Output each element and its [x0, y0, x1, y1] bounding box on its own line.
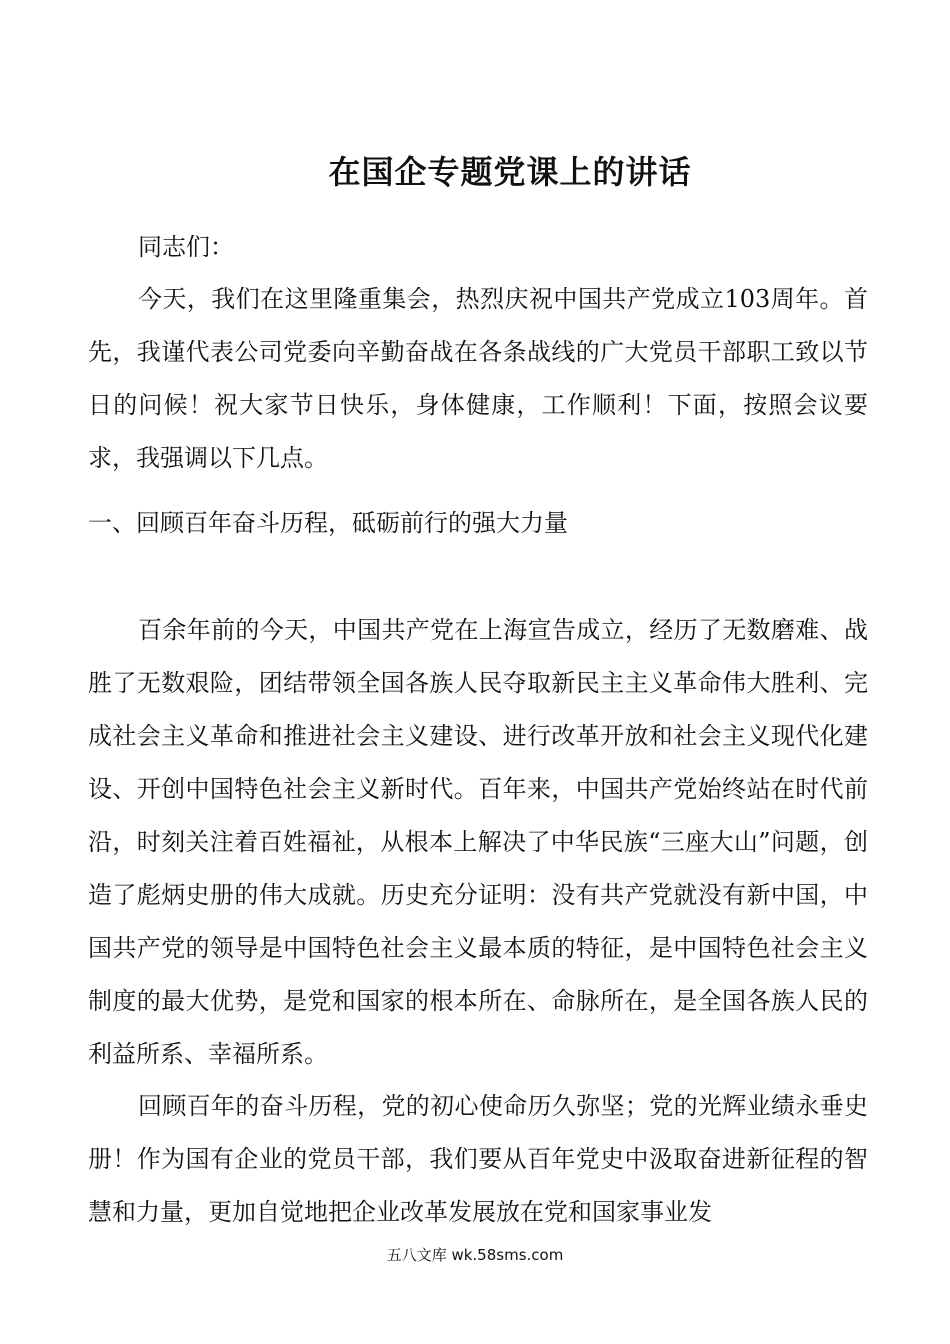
footer-watermark: 五八文库 wk.58sms.com [386, 1246, 564, 1264]
document-title: 在国企专题党课上的讲话 [328, 153, 692, 191]
paragraph-opening: 今天，我们在这里隆重集会，热烈庆祝中国共产党成立103周年。首先，我谨代表公司党委向辛勤奋战在各条战线的广大党员干部职工致以节日的问候！祝大家节日快乐，身体健康，工作顺利！下面，按照会议要求，我强调以下几点。 [88, 285, 868, 472]
paragraph-history: 百余年前的今天，中国共产党在上海宣告成立，经历了无数磨难、战胜了无数艰险，团结带领全国各族人民夺取新民主主义革命伟大胜利、完成社会主义革命和推进社会主义建设、进行改革开放和社会主义现代化建设、开创中国特色社会主义新时代。百年来，中国共产党始终站在时代前沿，时刻关注着百姓福祉，从根本上解决了中华民族“三座大山”问题，创造了彪炳史册的伟大成就。历史充分证明：没有共产党就没有新中国，中国共产党的领导是中国特色社会主义最本质的特征，是中国特色社会主义制度的最大优势，是党和国家的根本所在、命脉所在，是全国各族人民的利益所系、幸福所系。 [88, 616, 868, 1068]
greeting: 同志们： [138, 233, 234, 261]
paragraph-review: 回顾百年的奋斗历程，党的初心使命历久弥坚；党的光辉业绩永垂史册！作为国有企业的党员干部，我们要从百年党史中汲取奋进新征程的智慧和力量，更加自觉地把企业改革发展放在党和国家事业发 [88, 1092, 868, 1226]
section-heading-1: 一、回顾百年奋斗历程，砥砺前行的强大力量 [88, 509, 568, 537]
